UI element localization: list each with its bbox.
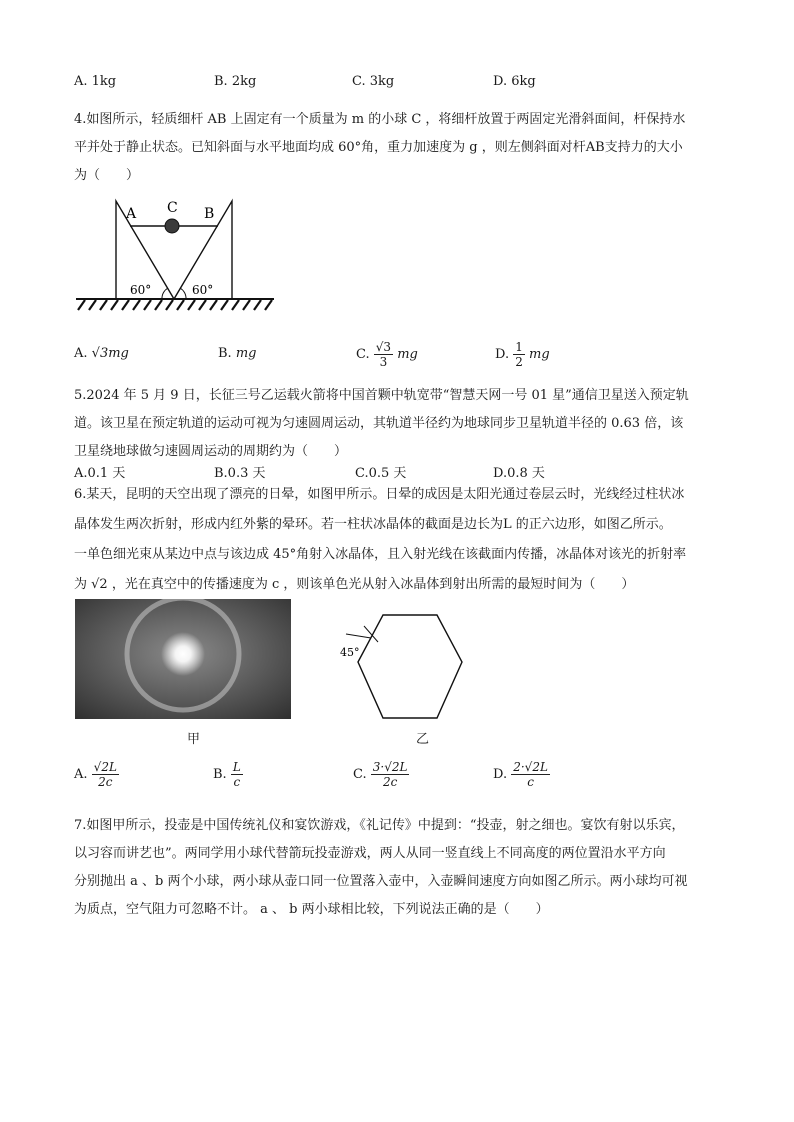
q4-option-c-fraction [374, 340, 393, 369]
q4-option-d-num: 1 [515, 340, 523, 354]
q6-option-b-fraction [231, 760, 243, 789]
q6-option-d[interactable] [493, 760, 550, 789]
q4-option-d[interactable] [495, 340, 550, 369]
q5-line-2: 道。该卫星在预定轨道的运动可视为匀速圆周运动，其轨道半径约为地球同步卫星轨道半径的 0.63 倍，该 [74, 416, 684, 431]
q6-option-c[interactable] [353, 760, 409, 789]
q4-angle-right: 60° [192, 283, 214, 297]
q4-line-3: 为（ ） [74, 168, 140, 183]
q4-line-2: 平并处于静止状态。已知斜面与水平地面均成 60°角，重力加速度为 g ，则左侧斜面对杆AB支持力的大小 [74, 140, 683, 155]
q6-option-b-prefix: B. [213, 767, 227, 782]
q6-option-c-num: 3·√2L [372, 760, 408, 774]
q6-option-a-num: √2L [93, 760, 117, 774]
q6-option-d-num: 2·√2L [513, 760, 548, 774]
q7-line-2: 以习容而讲艺也”。两同学用小球代替箭玩投壶游戏，两人从同一竖直线上不同高度的两位置沿水平方向 [74, 846, 666, 861]
q4-option-b-prefix: B. [218, 346, 232, 361]
q7-line-4: 为质点，空气阻力可忽略不计。 a 、 b 两小球相比较，下列说法正确的是（ ） [74, 902, 549, 917]
q6-option-b-den: c [233, 775, 241, 789]
q3-option-c[interactable]: C. 3kg [352, 74, 395, 89]
q6-options [74, 760, 754, 804]
q4-option-c-tail: mg [397, 347, 418, 362]
q6-line-1: 6.某天，昆明的天空出现了漂亮的日晕，如图甲所示。日晕的成因是太阳光通过卷层云时，光线经过柱状冰 [74, 487, 685, 502]
q4-option-c[interactable] [356, 340, 418, 369]
q5-stem [74, 382, 724, 466]
q5-line-3: 卫星绕地球做匀速圆周运动的周期约为（ ） [74, 444, 348, 459]
q7-stem [74, 812, 724, 924]
q4-option-d-prefix: D. [495, 347, 510, 362]
q4-option-d-den: 2 [515, 355, 523, 369]
q4-label-c: C [167, 200, 178, 216]
q4-option-d-tail: mg [529, 347, 550, 362]
figure-label-jia: 甲 [187, 732, 201, 747]
q6-option-b[interactable] [213, 760, 243, 789]
hexagon-angle-label: 45° [340, 646, 360, 659]
q6-option-a-fraction [92, 760, 119, 789]
q5-option-c[interactable]: C.0.5 天 [355, 466, 407, 481]
q6-line-4: 为 √2 ，光在真空中的传播速度为 c ，则该单色光从射入冰晶体到射出所需的最短时间为（ ） [74, 577, 635, 592]
q6-option-a-den: 2c [98, 775, 113, 789]
q6-option-c-den: 2c [382, 775, 398, 789]
q3-option-b[interactable]: B. 2kg [214, 74, 257, 89]
q4-options [74, 340, 754, 374]
q5-option-b[interactable]: B.0.3 天 [214, 466, 266, 481]
q6-option-c-prefix: C. [353, 767, 367, 782]
q4-angle-left: 60° [130, 283, 152, 297]
q4-option-b[interactable] [218, 346, 256, 361]
q4-option-d-fraction [513, 340, 525, 369]
q6-option-c-fraction [371, 760, 410, 789]
q4-line-1: 4.如图所示，轻质细杆 AB 上固定有一个质量为 m 的小球 C ，将细杆放置于两固定光滑斜面间，杆保持水 [74, 112, 686, 127]
q6-stem [74, 480, 724, 600]
q4-option-a-value: √3mg [91, 346, 129, 361]
q3-option-d[interactable]: D. 6kg [493, 74, 536, 89]
q6-line-2: 晶体发生两次折射，形成内红外紫的晕环。若一柱状冰晶体的截面是边长为L 的正六边形，如图乙所示。 [74, 517, 672, 532]
halo-photo [75, 599, 291, 719]
q7-line-1: 7.如图甲所示，投壶是中国传统礼仪和宴饮游戏，《礼记传》中提到：“投壶，射之细也。宴饮有射以乐宾， [74, 818, 685, 833]
q4-label-b: B [204, 206, 215, 222]
q4-option-c-prefix: C. [356, 347, 370, 362]
q4-option-b-value: mg [235, 346, 257, 361]
q4-option-c-den: 3 [379, 355, 388, 369]
q6-option-a-prefix: A. [74, 767, 88, 782]
q5-option-a[interactable]: A.0.1 天 [74, 466, 126, 481]
q6-option-d-fraction [511, 760, 550, 789]
q4-option-a-prefix: A. [74, 346, 88, 361]
q5-option-d[interactable]: D.0.8 天 [493, 466, 545, 481]
q4-option-a[interactable] [74, 346, 129, 361]
q4-option-c-num: √3 [375, 340, 392, 354]
q6-option-d-prefix: D. [493, 767, 508, 782]
q4-label-a: A [126, 206, 137, 222]
q5-line-1: 5.2024 年 5 月 9 日，长征三号乙运载火箭将中国首颗中轨宽带“智慧天网一号 01 星”通信卫星送入预定轨 [74, 388, 689, 403]
q6-option-a[interactable] [74, 760, 119, 789]
figure-label-yi: 乙 [416, 732, 430, 747]
q7-line-3: 分别抛出 a 、b 两个小球，两小球从壶口同一位置落入壶中，入壶瞬间速度方向如图乙所示。两小球均可视 [74, 874, 688, 889]
q6-line-3: 一单色细光束从某边中点与该边成 45°角射入冰晶体，且入射光线在该截面内传播，冰晶体对该光的折射率 [74, 547, 687, 562]
q6-option-d-den: c [527, 775, 534, 789]
hexagon-figure [338, 604, 478, 724]
q4-stem [74, 106, 724, 190]
q6-option-b-num: L [232, 760, 241, 774]
q3-option-a[interactable]: A. 1kg [74, 74, 117, 89]
q4-figure [74, 196, 284, 318]
